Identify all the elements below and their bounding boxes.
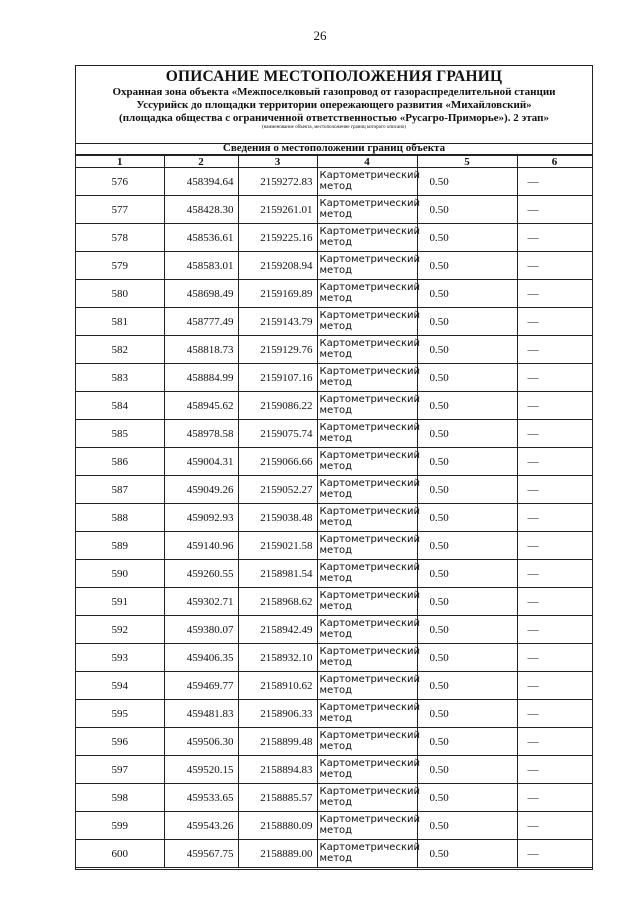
table-row (76, 784, 592, 812)
table-row (76, 756, 592, 784)
y-coordinate-cell: 2158932.10 (238, 644, 317, 672)
description-cell: — (517, 532, 592, 560)
x-coordinate-cell: 458777.49 (164, 308, 238, 336)
y-coordinate-cell: 2159107.16 (238, 364, 317, 392)
point-number-cell: 584 (76, 392, 164, 420)
point-number-cell: 579 (76, 252, 164, 280)
accuracy-cell: 0.50 (417, 812, 517, 840)
table-row (76, 448, 592, 476)
method-cell: Картометрический метод (317, 224, 417, 252)
point-number-cell: 583 (76, 364, 164, 392)
accuracy-cell: 0.50 (417, 644, 517, 672)
table-row (76, 196, 592, 224)
accuracy-cell: 0.50 (417, 476, 517, 504)
method-cell: Картометрический метод (317, 336, 417, 364)
method-cell: Картометрический метод (317, 280, 417, 308)
point-number-cell: 589 (76, 532, 164, 560)
point-number-cell: 597 (76, 756, 164, 784)
method-cell: Картометрический метод (317, 700, 417, 728)
accuracy-cell: 0.50 (417, 672, 517, 700)
y-coordinate-cell: 2159225.16 (238, 224, 317, 252)
description-cell: — (517, 196, 592, 224)
method-cell: Картометрический метод (317, 196, 417, 224)
accuracy-cell: 0.50 (417, 532, 517, 560)
method-cell: Картометрический метод (317, 308, 417, 336)
method-cell: Картометрический метод (317, 364, 417, 392)
x-coordinate-cell: 459302.71 (164, 588, 238, 616)
x-coordinate-cell: 459140.96 (164, 532, 238, 560)
accuracy-cell: 0.50 (417, 504, 517, 532)
table-row (76, 616, 592, 644)
accuracy-cell: 0.50 (417, 364, 517, 392)
method-cell: Картометрический метод (317, 840, 417, 868)
x-coordinate-cell: 459004.31 (164, 448, 238, 476)
point-number-cell: 592 (76, 616, 164, 644)
description-cell: — (517, 672, 592, 700)
method-cell: Картометрический метод (317, 756, 417, 784)
section-title: Сведения о местоположении границ объекта (76, 143, 592, 155)
table-row (76, 840, 592, 868)
x-coordinate-cell: 459543.26 (164, 812, 238, 840)
column-header: 5 (417, 156, 517, 168)
x-coordinate-cell: 459406.35 (164, 644, 238, 672)
description-cell: — (517, 588, 592, 616)
y-coordinate-cell: 2159066.66 (238, 448, 317, 476)
accuracy-cell: 0.50 (417, 392, 517, 420)
x-coordinate-cell: 458583.01 (164, 252, 238, 280)
column-header: 1 (76, 156, 164, 168)
x-coordinate-cell: 459533.65 (164, 784, 238, 812)
description-cell: — (517, 392, 592, 420)
page-number: 26 (313, 28, 327, 43)
header-footnote: (наименование объекта, местоположение границ которого описано) (261, 125, 407, 130)
table-row (76, 588, 592, 616)
point-number-cell: 596 (76, 728, 164, 756)
y-coordinate-cell: 2159272.83 (238, 168, 317, 196)
method-cell: Картометрический метод (317, 252, 417, 280)
y-coordinate-cell: 2159086.22 (238, 392, 317, 420)
accuracy-cell: 0.50 (417, 336, 517, 364)
table-row (76, 532, 592, 560)
boundary-points-table (76, 155, 593, 868)
point-number-cell: 600 (76, 840, 164, 868)
point-number-cell: 580 (76, 280, 164, 308)
point-number-cell: 595 (76, 700, 164, 728)
table-row (76, 476, 592, 504)
description-cell: — (517, 336, 592, 364)
description-cell: — (517, 784, 592, 812)
accuracy-cell: 0.50 (417, 840, 517, 868)
table-row (76, 280, 592, 308)
table-row (76, 420, 592, 448)
method-cell: Картометрический метод (317, 784, 417, 812)
table-row (76, 224, 592, 252)
column-header: 3 (238, 156, 317, 168)
table-row (76, 672, 592, 700)
document-header (76, 66, 592, 144)
y-coordinate-cell: 2158885.57 (238, 784, 317, 812)
method-cell: Картометрический метод (317, 532, 417, 560)
description-cell: — (517, 364, 592, 392)
table-row (76, 392, 592, 420)
point-number-cell: 577 (76, 196, 164, 224)
y-coordinate-cell: 2159169.89 (238, 280, 317, 308)
description-cell: — (517, 448, 592, 476)
x-coordinate-cell: 458698.49 (164, 280, 238, 308)
point-number-cell: 599 (76, 812, 164, 840)
x-coordinate-cell: 459520.15 (164, 756, 238, 784)
description-cell: — (517, 504, 592, 532)
table-row (76, 728, 592, 756)
document-frame (75, 65, 593, 870)
x-coordinate-cell: 458978.58 (164, 420, 238, 448)
table-row (76, 308, 592, 336)
column-header: 6 (517, 156, 592, 168)
x-coordinate-cell: 458428.30 (164, 196, 238, 224)
accuracy-cell: 0.50 (417, 196, 517, 224)
object-description-line-3: (площадка общества с ограниченной ответственностью «Русагро-Приморье»). 2 этап» (119, 112, 549, 124)
accuracy-cell: 0.50 (417, 756, 517, 784)
table-header-row (76, 156, 592, 168)
accuracy-cell: 0.50 (417, 616, 517, 644)
accuracy-cell: 0.50 (417, 448, 517, 476)
method-cell: Картометрический метод (317, 392, 417, 420)
description-cell: — (517, 252, 592, 280)
method-cell: Картометрический метод (317, 812, 417, 840)
x-coordinate-cell: 459506.30 (164, 728, 238, 756)
x-coordinate-cell: 458884.99 (164, 364, 238, 392)
x-coordinate-cell: 459469.77 (164, 672, 238, 700)
description-cell: — (517, 728, 592, 756)
accuracy-cell: 0.50 (417, 700, 517, 728)
table-row (76, 504, 592, 532)
method-cell: Картометрический метод (317, 672, 417, 700)
y-coordinate-cell: 2158942.49 (238, 616, 317, 644)
y-coordinate-cell: 2158981.54 (238, 560, 317, 588)
description-cell: — (517, 308, 592, 336)
table-row (76, 364, 592, 392)
description-cell: — (517, 560, 592, 588)
document-title: ОПИСАНИЕ МЕСТОПОЛОЖЕНИЯ ГРАНИЦ (165, 68, 503, 85)
object-description-line-1: Охранная зона объекта «Межпоселковый газопровод от газораспределительной станции (112, 86, 556, 98)
table-row (76, 700, 592, 728)
x-coordinate-cell: 459481.83 (164, 700, 238, 728)
point-number-cell: 598 (76, 784, 164, 812)
accuracy-cell: 0.50 (417, 588, 517, 616)
accuracy-cell: 0.50 (417, 728, 517, 756)
point-number-cell: 581 (76, 308, 164, 336)
table-row (76, 644, 592, 672)
accuracy-cell: 0.50 (417, 280, 517, 308)
y-coordinate-cell: 2158968.62 (238, 588, 317, 616)
method-cell: Картометрический метод (317, 504, 417, 532)
point-number-cell: 594 (76, 672, 164, 700)
method-cell: Картометрический метод (317, 728, 417, 756)
point-number-cell: 587 (76, 476, 164, 504)
x-coordinate-cell: 459567.75 (164, 840, 238, 868)
y-coordinate-cell: 2158880.09 (238, 812, 317, 840)
table-row (76, 252, 592, 280)
x-coordinate-cell: 458394.64 (164, 168, 238, 196)
accuracy-cell: 0.50 (417, 224, 517, 252)
column-header: 4 (317, 156, 417, 168)
description-cell: — (517, 476, 592, 504)
x-coordinate-cell: 459380.07 (164, 616, 238, 644)
point-number-cell: 588 (76, 504, 164, 532)
description-cell: — (517, 644, 592, 672)
y-coordinate-cell: 2158889.00 (238, 840, 317, 868)
column-header: 2 (164, 156, 238, 168)
accuracy-cell: 0.50 (417, 168, 517, 196)
object-description-line-2: Уссурийск до площадки территории опережающего развития «Михайловский» (136, 99, 532, 111)
method-cell: Картометрический метод (317, 476, 417, 504)
table-row (76, 812, 592, 840)
point-number-cell: 586 (76, 448, 164, 476)
y-coordinate-cell: 2159021.58 (238, 532, 317, 560)
y-coordinate-cell: 2159143.79 (238, 308, 317, 336)
y-coordinate-cell: 2159052.27 (238, 476, 317, 504)
method-cell: Картометрический метод (317, 168, 417, 196)
y-coordinate-cell: 2158894.83 (238, 756, 317, 784)
method-cell: Картометрический метод (317, 420, 417, 448)
description-cell: — (517, 224, 592, 252)
x-coordinate-cell: 458536.61 (164, 224, 238, 252)
description-cell: — (517, 812, 592, 840)
y-coordinate-cell: 2159261.01 (238, 196, 317, 224)
method-cell: Картометрический метод (317, 644, 417, 672)
method-cell: Картометрический метод (317, 560, 417, 588)
method-cell: Картометрический метод (317, 448, 417, 476)
x-coordinate-cell: 458945.62 (164, 392, 238, 420)
point-number-cell: 591 (76, 588, 164, 616)
description-cell: — (517, 756, 592, 784)
point-number-cell: 593 (76, 644, 164, 672)
point-number-cell: 576 (76, 168, 164, 196)
accuracy-cell: 0.50 (417, 252, 517, 280)
x-coordinate-cell: 459092.93 (164, 504, 238, 532)
description-cell: — (517, 420, 592, 448)
y-coordinate-cell: 2158906.33 (238, 700, 317, 728)
y-coordinate-cell: 2158899.48 (238, 728, 317, 756)
table-row (76, 336, 592, 364)
accuracy-cell: 0.50 (417, 784, 517, 812)
point-number-cell: 578 (76, 224, 164, 252)
table-row (76, 560, 592, 588)
description-cell: — (517, 840, 592, 868)
point-number-cell: 582 (76, 336, 164, 364)
method-cell: Картометрический метод (317, 616, 417, 644)
accuracy-cell: 0.50 (417, 560, 517, 588)
y-coordinate-cell: 2159208.94 (238, 252, 317, 280)
y-coordinate-cell: 2159129.76 (238, 336, 317, 364)
method-cell: Картометрический метод (317, 588, 417, 616)
x-coordinate-cell: 459049.26 (164, 476, 238, 504)
y-coordinate-cell: 2158910.62 (238, 672, 317, 700)
accuracy-cell: 0.50 (417, 420, 517, 448)
point-number-cell: 590 (76, 560, 164, 588)
description-cell: — (517, 168, 592, 196)
x-coordinate-cell: 459260.55 (164, 560, 238, 588)
accuracy-cell: 0.50 (417, 308, 517, 336)
point-number-cell: 585 (76, 420, 164, 448)
description-cell: — (517, 280, 592, 308)
description-cell: — (517, 616, 592, 644)
y-coordinate-cell: 2159075.74 (238, 420, 317, 448)
description-cell: — (517, 700, 592, 728)
y-coordinate-cell: 2159038.48 (238, 504, 317, 532)
x-coordinate-cell: 458818.73 (164, 336, 238, 364)
table-row (76, 168, 592, 196)
